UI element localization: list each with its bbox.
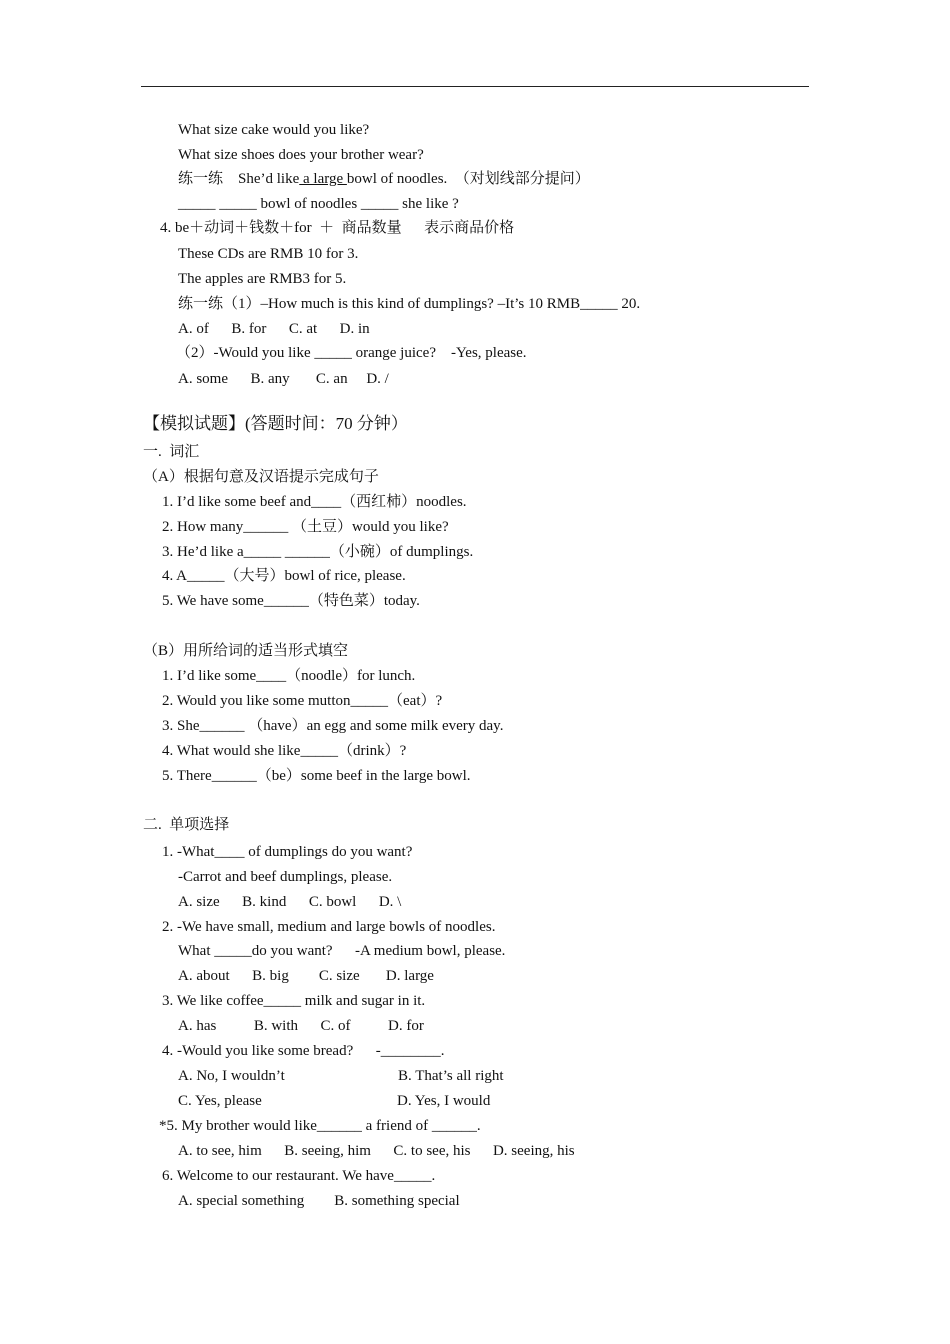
example-line-1: What size cake would you like? [178,122,370,138]
choice-question-6: 6. Welcome to our restaurant. We have_____. [162,1168,436,1184]
practice-question-2: （2）-Would you like _____ orange juice? -Yes, please. [176,345,527,361]
rule-item-4: 4. be＋动词＋钱数＋for ＋ 商品数量 表示商品价格 [160,220,515,236]
header-rule [141,86,809,87]
choice-question-1: 1. -What____ of dumplings do you want? [162,844,413,860]
list-item: 1. I’d like some beef and____（西红柿）noodles. [162,494,467,510]
choice-options-5: A. to see, him B. seeing, him C. to see, his D. seeing, his [178,1143,575,1159]
list-item: 3. He’d like a_____ ______（小碗）of dumplings. [162,544,474,560]
practice-question-1: 练一练（1）–How much is this kind of dumplings? –It’s 10 RMB_____ 20. [178,296,641,312]
practice-options-2: A. some B. any C. an D. / [178,371,389,387]
practice-options-1: A. of B. for C. at D. in [178,321,370,337]
list-item: 4. A_____（大号）bowl of rice, please. [162,568,406,584]
choice-options-2: A. about B. big C. size D. large [178,968,434,984]
example-apples: The apples are RMB3 for 5. [178,271,347,287]
choice-question-2: 2. -We have small, medium and large bowls of noodles. [162,919,496,935]
part-1-heading: 一. 词汇 [143,444,200,460]
part-2-heading: 二. 单项选择 [143,817,230,833]
choice-question-3: 3. We like coffee_____ milk and sugar in it. [162,993,426,1009]
example-line-2: What size shoes does your brother wear? [178,147,424,163]
choice-options-3: A. has B. with C. of D. for [178,1018,424,1034]
practice-underlined: a large [299,171,347,187]
choice-question-5: *5. My brother would like______ a friend of ______. [159,1118,481,1134]
choice-option-4d: D. Yes, I would [397,1093,491,1109]
choice-option-4b: B. That’s all right [398,1068,504,1084]
section-a-heading: （A）根据句意及汉语提示完成句子 [143,469,379,485]
practice-line [178,170,590,188]
list-item: 2. Would you like some mutton_____（eat）? [162,693,443,709]
list-item: 4. What would she like_____（drink）? [162,743,407,759]
practice-blanks: _____ _____ bowl of noodles _____ she like ? [178,196,459,212]
choice-option-4c: C. Yes, please [178,1093,262,1109]
list-item: 2. How many______ （土豆）would you like? [162,519,449,535]
list-item: 5. We have some______（特色菜）today. [162,593,420,609]
list-item: 5. There______（be）some beef in the large bowl. [162,768,471,784]
practice-text-a: 练一练 She’d like [178,171,300,187]
choice-question-1-reply: -Carrot and beef dumplings, please. [178,869,393,885]
choice-question-2-line-2: What _____do you want? -A medium bowl, please. [178,943,506,959]
list-item: 1. I’d like some____（noodle）for lunch. [162,668,416,684]
mock-test-title: 【模拟试题】(答题时间：70 分钟） [143,414,408,433]
choice-options-6: A. special something B. something special [178,1193,460,1209]
choice-question-4: 4. -Would you like some bread? -________. [162,1043,445,1059]
practice-text-c: bowl of noodles. （对划线部分提问） [346,171,590,187]
choice-option-4a: A. No, I wouldn’t [178,1068,285,1084]
choice-options-1: A. size B. kind C. bowl D. \ [178,894,402,910]
example-cds: These CDs are RMB 10 for 3. [178,246,359,262]
list-item: 3. She______ （have）an egg and some milk every day. [162,718,504,734]
section-b-heading: （B）用所给词的适当形式填空 [143,643,349,659]
